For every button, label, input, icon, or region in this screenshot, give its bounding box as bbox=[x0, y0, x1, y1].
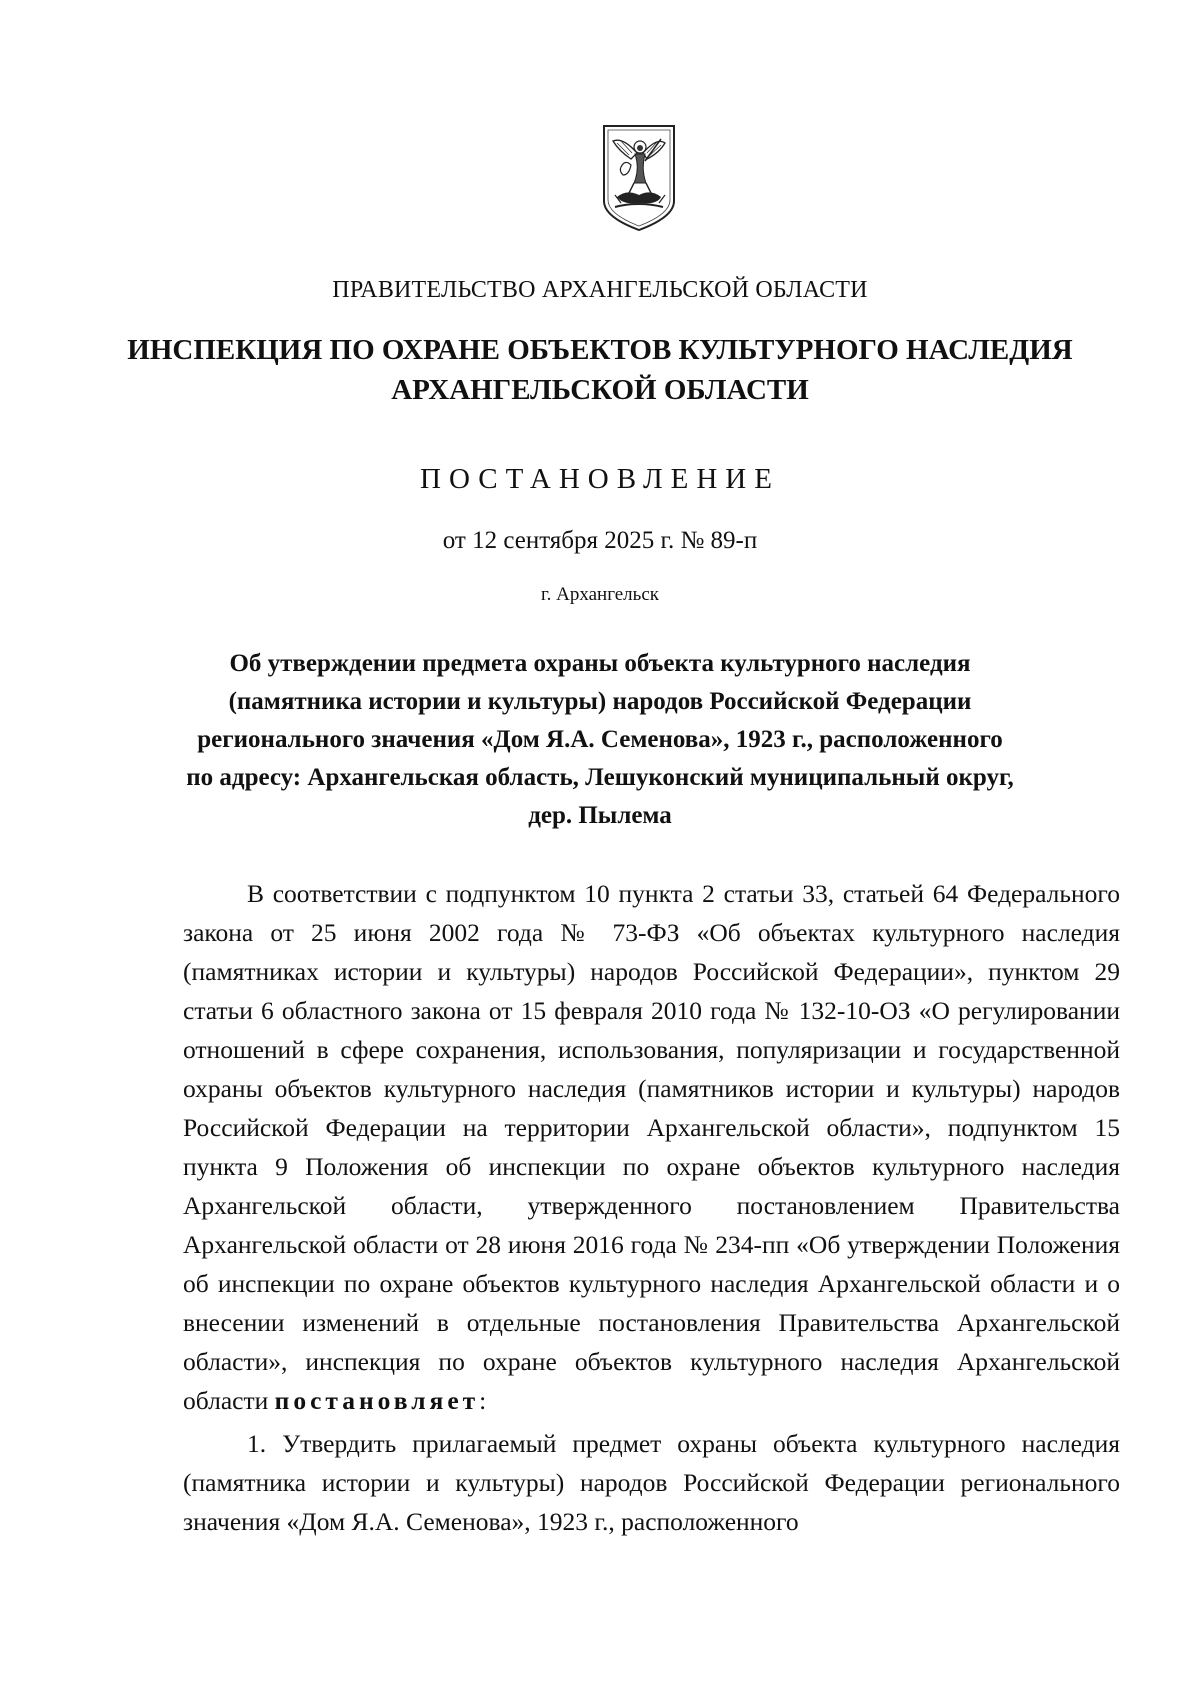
title-line: Об утверждении предмета охраны объекта культурного наследия bbox=[229, 650, 971, 677]
document-body bbox=[183, 874, 1120, 1541]
preamble-text: В соответствии с подпунктом 10 пункта 2 статьи 33, статьей 64 Федерального закона от 25 июня 2002 года № 73-ФЗ «Об объектах культурного наследия (памятниках истории и культуры) народов Российской Федерации», пунктом 29 статьи 6 областного закона от 15 февраля 2010 года № 132-10-ОЗ «О регулировании отношений в сфере сохранения, использования, популяризации и государственной охраны объектов культурного наследия (памятников истории и культуры) народов Российской Федерации на территории Архангельской области», подпунктом 15 пункта 9 Положения об инспекции по охране объектов культурного наследия Архангельской области, утвержденного постановлением Правительства Архангельской области от 28 июня 2016 года № 234-пп «Об утверждении Положения об инспекции по охране объектов культурного наследия Архангельской области и о внесении изменений в отдельные постановления Правительства Архангельской области», инспекция по охране объектов культурного наследия Архангельской области bbox=[183, 879, 1120, 1415]
document-type: ПОСТАНОВЛЕНИЕ bbox=[420, 463, 780, 495]
title-line: регионального значения «Дом Я.А. Семенова», 1923 г., расположенного bbox=[197, 726, 1003, 753]
resolves-colon: : bbox=[479, 1386, 487, 1415]
preamble-paragraph bbox=[183, 874, 1120, 1420]
resolves-keyword: постановляет bbox=[274, 1386, 480, 1415]
clause-paragraph: 1. Утвердить прилагаемый предмет охраны объекта культурного наследия (памятника истории и культуры) народов Российской Федерации регионального значения «Дом Я.А. Семенова», 1923 г., расположенного bbox=[183, 1429, 1120, 1536]
document-city: г. Архангельск bbox=[540, 584, 659, 605]
inspection-heading-line: АРХАНГЕЛЬСКОЙ ОБЛАСТИ bbox=[391, 374, 809, 406]
government-heading: ПРАВИТЕЛЬСТВО АРХАНГЕЛЬСКОЙ ОБЛАСТИ bbox=[332, 277, 868, 303]
document-title bbox=[160, 645, 1040, 835]
inspection-heading bbox=[0, 330, 1200, 410]
document-date-number: от 12 сентября 2025 г. № 89-п bbox=[442, 527, 758, 554]
title-line: дер. Пылема bbox=[528, 802, 672, 829]
title-line: по адресу: Архангельская область, Лешуконский муниципальный округ, bbox=[186, 764, 1014, 791]
coat-of-arms-icon bbox=[601, 123, 677, 233]
title-line: (памятника истории и культуры) народов Российской Федерации bbox=[228, 688, 972, 715]
inspection-heading-line: ИНСПЕКЦИЯ ПО ОХРАНЕ ОБЪЕКТОВ КУЛЬТУРНОГО НАСЛЕДИЯ bbox=[127, 334, 1073, 366]
